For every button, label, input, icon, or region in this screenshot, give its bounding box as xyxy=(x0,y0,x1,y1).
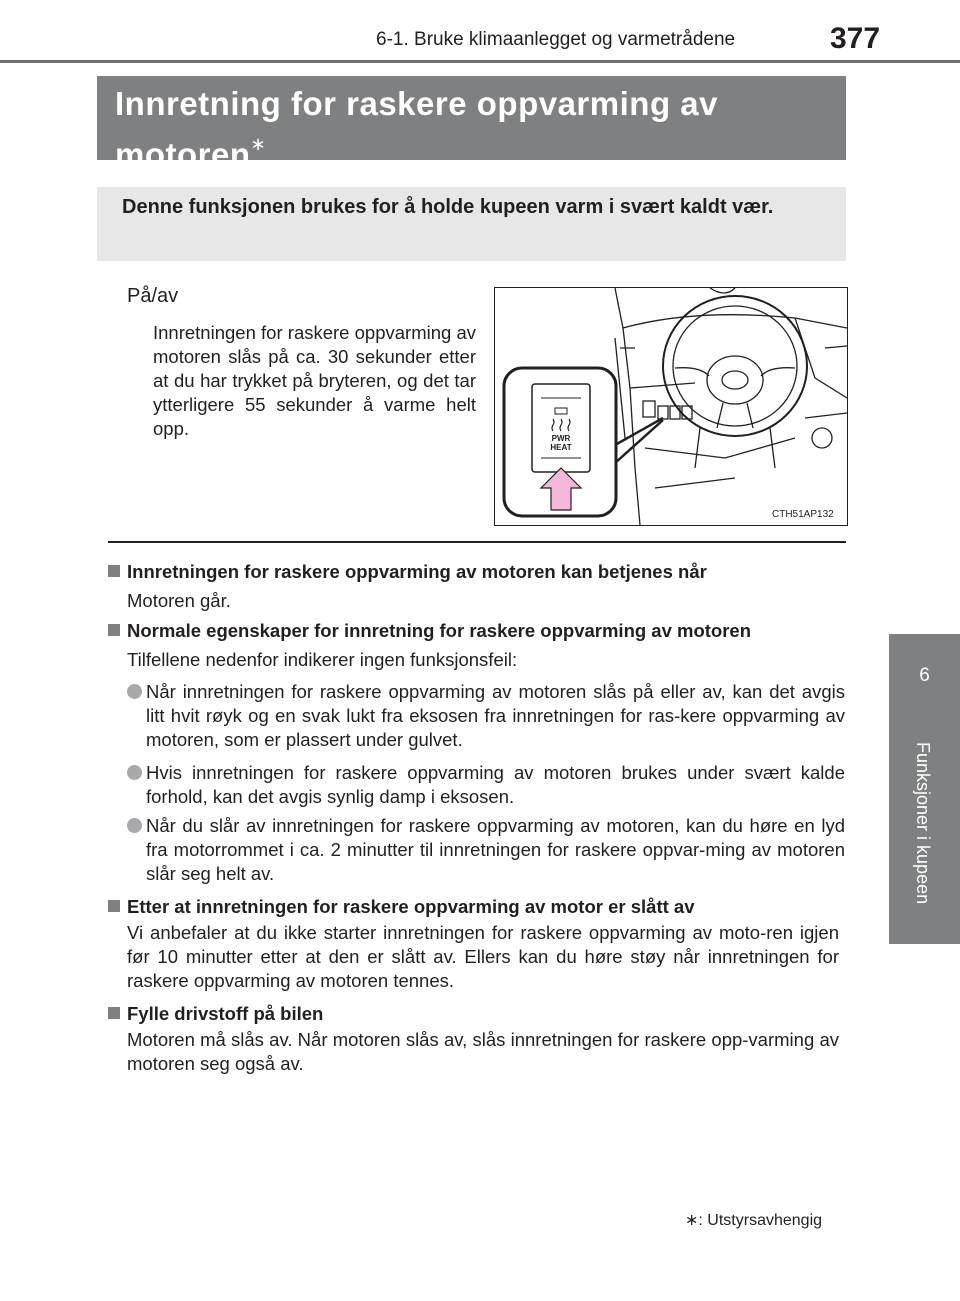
square-bullet-icon xyxy=(108,565,120,577)
chapter-number: 6 xyxy=(919,665,930,686)
on-off-text: Innretningen for raskere oppvarming av motoren slås på ca. 30 sekunder etter at du har trykket på bryteren, og det tar ytterligere 55 sekunder å varme helt opp. xyxy=(153,322,476,439)
intro-text: Denne funksjonen brukes for å holde kupeen varm i svært kaldt vær. xyxy=(122,196,774,218)
bullet-text: Når du slår av innretningen for raskere oppvarming av motoren, kan du høre en lyd fra motorrommet i ca. 2 minutter til innretningen for raskere oppvar-ming av motoren slår seg helt av. xyxy=(146,815,845,884)
section-heading-text: Fylle drivstoff på bilen xyxy=(127,1003,324,1024)
separator-line xyxy=(108,541,846,543)
section-heading-text: Innretningen for raskere oppvarming av motoren kan betjenes når xyxy=(127,561,707,582)
on-off-heading: På/av xyxy=(127,285,179,307)
section-heading-text: Normale egenskaper for innretning for raskere oppvarming av motoren xyxy=(127,620,752,641)
bullet-text: Hvis innretningen for raskere oppvarming av motoren brukes under svært kalde forhold, kan det avgis synlig damp i eksosen. xyxy=(146,762,845,807)
round-bullet-icon xyxy=(127,684,142,699)
button-label-pwr: PWR xyxy=(551,434,571,443)
button-label-heat: HEAT xyxy=(550,443,572,452)
footnote: ∗: Utstyrsavhengig xyxy=(685,1212,823,1229)
round-bullet-icon xyxy=(127,765,142,780)
header-rule xyxy=(0,60,960,63)
square-bullet-icon xyxy=(108,624,120,636)
bullet-item xyxy=(127,814,845,886)
section-heading xyxy=(108,561,707,583)
square-bullet-icon xyxy=(108,900,120,912)
bullet-item xyxy=(127,680,845,752)
title-asterisk: ∗ xyxy=(250,134,267,154)
figure-code: CTH51AP132 xyxy=(772,509,834,520)
section-heading xyxy=(108,620,751,642)
round-bullet-icon xyxy=(127,818,142,833)
bullet-text: Når innretningen for raskere oppvarming av motoren slås på eller av, kan det avgis litt hvit røyk og en svak lukt fra eksosen fra innretningen for ras-kere oppvarming av motoren, som er plassert under gulvet. xyxy=(146,681,845,750)
dashboard-illustration xyxy=(495,288,847,525)
section-body: Motoren går. xyxy=(127,590,231,611)
section-heading xyxy=(108,896,694,918)
bullet-item xyxy=(127,761,845,809)
section-heading xyxy=(108,1003,323,1025)
chapter-label: Funksjoner i kupeen xyxy=(913,742,933,905)
section-heading-text: Etter at innretningen for raskere oppvarming av motor er slått av xyxy=(127,896,695,917)
page-title xyxy=(115,82,815,177)
section-body: Motoren må slås av. Når motoren slås av, slås innretningen for raskere opp-varming av motoren seg også av. xyxy=(127,1029,839,1074)
figure-dashboard-illustration xyxy=(494,287,848,526)
section-header: 6-1. Bruke klimaanlegget og varmetrådene xyxy=(376,29,736,50)
section-body: Tilfellene nedenfor indikerer ingen funksjonsfeil: xyxy=(127,649,518,670)
page-number: 377 xyxy=(830,22,881,55)
section-body: Vi anbefaler at du ikke starter innretningen for raskere oppvarming av moto-ren igjen før 10 minutter etter at den er slått av. Ellers kan du høre støy når innretningen for raskere oppvarming av motoren tennes. xyxy=(127,922,839,991)
square-bullet-icon xyxy=(108,1007,120,1019)
title-text: Innretning for raskere oppvarming av motoren xyxy=(115,85,718,173)
